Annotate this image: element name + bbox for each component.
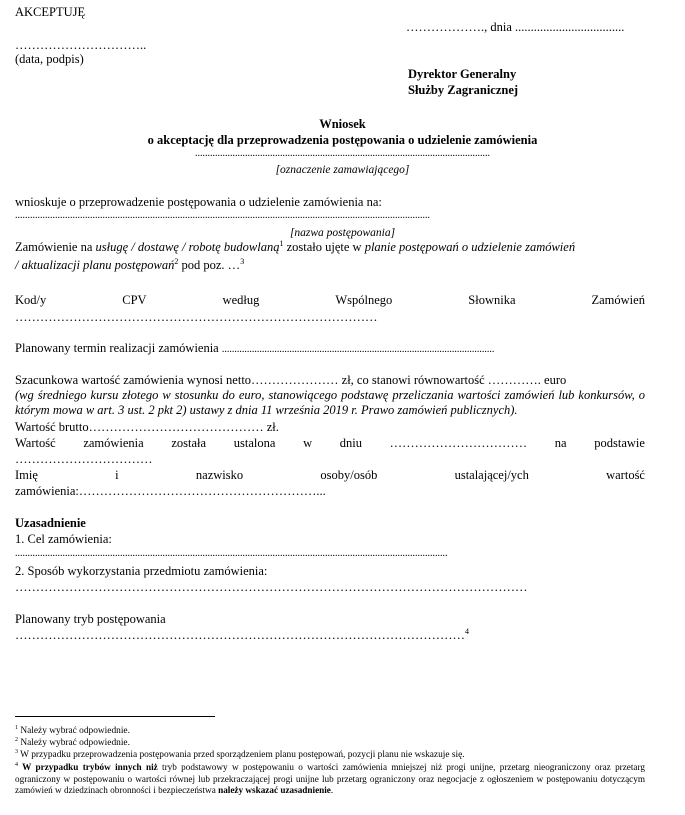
mode-line: ………………………………………………………………………………………………$^4$ xyxy=(15,627,469,642)
title-line2: o akceptację dla przeprowadzenia postępowania o udzielenie zamówienia xyxy=(147,133,538,147)
title-dots: ...................................................................................................................... xyxy=(195,148,490,159)
footnote-4: $^4$ W przypadku trybów innych niż tryb podstawowy w postępowaniu o wartości zamówienia mniejszej niż progi unijne, przetarg nieograniczony oraz przetarg ograniczony w postępowaniu o wartości równej lub przekraczającej progi unijne lub przetarg ograniczony oraz negocjacje z ogłoszeniem w postępowaniu dotyczącym zamówień w dziedzinach obronności i bezpieczeństwa należy wskazać uzasadnienie. xyxy=(15,762,645,795)
footnote-ref-2: 2 xyxy=(174,257,179,266)
footnote-2: $^2$ Należy wybrać odpowiednie. xyxy=(15,737,130,748)
signature-caption: (data, podpis) xyxy=(15,52,84,66)
name-dots: ...................................................................................................................................................................... xyxy=(15,210,430,221)
mode-label: Planowany tryb postępowania xyxy=(15,612,166,626)
value-line: Szacunkowa wartość zamówienia wynosi netto………………… zł, co stanowi równowartość …………. euro xyxy=(15,373,567,387)
cpv-word: Wspólnego xyxy=(335,293,393,307)
order-line2: / aktualizacji planu postępowań$^2$ pod poz. …$^3$ xyxy=(15,257,245,272)
footnote-1: $^1$ Należy wybrać odpowiednie. xyxy=(15,725,130,736)
item1-dots: ............................................................................................................................................................................. xyxy=(15,548,448,559)
addressee-line2: Służby Zagranicznej xyxy=(408,83,519,97)
footnote-ref-4: 4 xyxy=(465,627,469,636)
justification-heading: Uzasadnienie xyxy=(15,516,86,530)
date-line: ………………., dnia ................................... xyxy=(406,20,625,34)
footnote-3: $^3$ W przypadku przeprowadzenia postępowania przed sporządzeniem planu postępowań, pozycji planu nie wskazuje się. xyxy=(15,749,465,760)
order-line1: Zamówienie na usługę / dostawę / robotę budowlaną$^1$ zostało ujęte w planie postępowań o udzielenie zamówień xyxy=(15,239,576,254)
established-row: Wartość zamówienia została ustalona w dniu …………………………… na podstawie xyxy=(15,436,645,450)
name-caption: [nazwa postępowania] xyxy=(289,227,396,239)
brutto-line: Wartość brutto…………………………………… zł. xyxy=(15,420,279,434)
cpv-dots: …………………………………………………………………………… xyxy=(15,310,378,324)
item2-dots: …………………………………………………………………………………………………………… xyxy=(15,580,528,594)
value-note: (wg średniego kursu złotego w stosunku do euro, stanowiącego podstawę przeliczania wartości zamówień lub konkursów, o którym mowa w art. 3 ust. 2 pkt 2) ustawy z dnia 11 września 2019 r. Prawo zamówień publicznych). xyxy=(15,388,645,417)
title-caption: [oznaczenie zamawiającego] xyxy=(275,164,410,176)
request-line: wnioskuje o przeprowadzenie postępowania o udzielenie zamówienia na: xyxy=(15,195,382,209)
addressee-line1: Dyrektor Generalny xyxy=(408,67,517,81)
cpv-word: Słownika xyxy=(468,293,516,307)
accept-label: AKCEPTUJĘ xyxy=(15,5,86,19)
cpv-word: CPV xyxy=(122,293,147,307)
signature-dots: ………………………….. xyxy=(15,38,147,52)
justification-item2: 2. Sposób wykorzystania przedmiotu zamówienia: xyxy=(15,564,268,578)
footnote-separator xyxy=(15,716,215,717)
cpv-row xyxy=(15,293,645,308)
term-line: Planowany termin realizacji zamówienia ............................................................................................................. xyxy=(15,341,495,355)
cpv-word: według xyxy=(222,293,260,307)
footnote-ref-3: 3 xyxy=(240,257,245,266)
persons-line2: zamówienia:…………………………………………………... xyxy=(15,484,326,498)
justification-item1: 1. Cel zamówienia: xyxy=(15,532,112,546)
cpv-word: Zamówień xyxy=(591,293,645,307)
title-line1: Wniosek xyxy=(319,117,366,131)
established-dots: …………………………… xyxy=(15,452,153,466)
persons-row: Imię i nazwisko osoby/osób ustalającej/ych wartość xyxy=(15,468,645,482)
cpv-word: Kod/y xyxy=(15,293,47,307)
footnote-ref-1: 1 xyxy=(279,239,284,248)
